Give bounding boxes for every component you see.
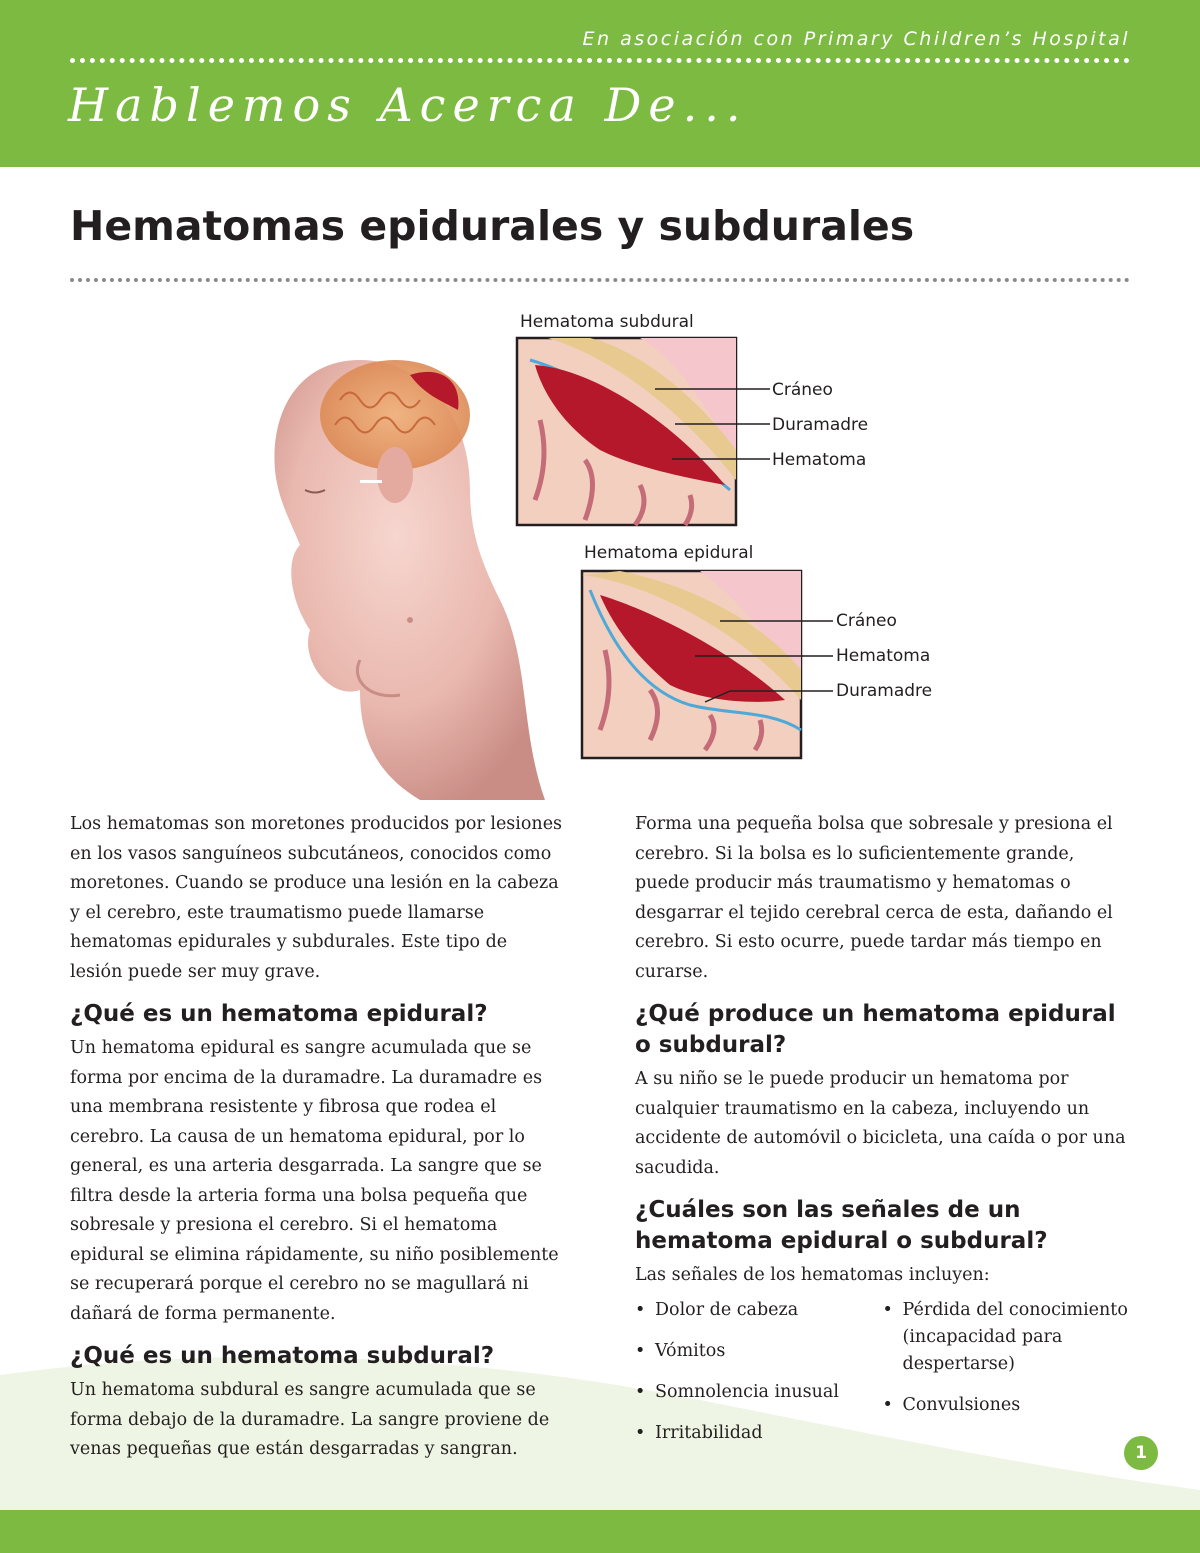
signs-heading: ¿Cuáles son las señales de un hematoma epidural o subdural? xyxy=(635,1197,1048,1254)
subdural-paragraph: Un hematoma subdural es sangre acumulada que se forma debajo de la duramadre. La sangre proviene de venas pequeñas que están desgarradas y sangran. xyxy=(70,1380,550,1459)
subdural-callout-skull: Cráneo xyxy=(772,380,833,400)
list-item: • Pérdida del conocimiento (incapacidad para despertarse) xyxy=(883,1297,1131,1378)
left-column xyxy=(70,810,565,1465)
signs-list xyxy=(635,1297,1130,1461)
series-title: Hablemos Acerca De... xyxy=(68,78,748,132)
signs-list-col2 xyxy=(883,1297,1131,1461)
page-number: 1 xyxy=(1124,1436,1158,1470)
epidural-inset xyxy=(582,571,833,758)
continuation-paragraph: Forma una pequeña bolsa que sobresale y presiona el cerebro. Si la bolsa es lo suficientemente grande, puede producir más traumatismo y hematomas o desgarrar el tejido cerebral cerca de esta, dañando el cerebro. Si esto ocurre, puede tardar más tiempo en curarse. xyxy=(635,814,1113,982)
list-item: • Vómitos xyxy=(635,1338,883,1365)
list-item: • Somnolencia inusual xyxy=(635,1379,883,1406)
subdural-heading: ¿Qué es un hematoma subdural? xyxy=(70,1343,495,1369)
footer-bar xyxy=(0,1510,1200,1553)
subdural-callout-dura: Duramadre xyxy=(772,415,869,435)
header-banner xyxy=(0,0,1200,167)
epidural-callout-hematoma: Hematoma xyxy=(836,646,931,666)
right-column xyxy=(635,810,1130,1461)
cause-heading: ¿Qué produce un hematoma epidural o subdural? xyxy=(635,1001,1116,1058)
subdural-inset xyxy=(517,338,770,525)
title-dotted-divider xyxy=(70,278,1130,282)
subdural-label: Hematoma subdural xyxy=(520,312,694,332)
subdural-callout-hematoma: Hematoma xyxy=(772,450,867,470)
page-title: Hematomas epidurales y subdurales xyxy=(70,202,915,250)
epidural-callout-dura: Duramadre xyxy=(836,681,933,701)
list-item: • Irritabilidad xyxy=(635,1420,883,1447)
baby-illustration xyxy=(274,360,545,800)
list-item: • Dolor de cabeza xyxy=(635,1297,883,1324)
association-text: En asociación con Primary Children’s Hospital xyxy=(582,28,1130,50)
epidural-heading: ¿Qué es un hematoma epidural? xyxy=(70,1001,488,1027)
signs-intro: Las señales de los hematomas incluyen: xyxy=(635,1265,990,1285)
signs-list-col1 xyxy=(635,1297,883,1461)
epidural-label: Hematoma epidural xyxy=(584,543,754,563)
anatomy-figure xyxy=(0,300,1200,810)
cause-paragraph: A su niño se le puede producir un hematoma por cualquier traumatismo en la cabeza, incluyendo un accidente de automóvil o bicicleta, una caída o por una sacudida. xyxy=(635,1069,1126,1178)
header-dotted-divider xyxy=(70,58,1130,63)
epidural-paragraph: Un hematoma epidural es sangre acumulada que se forma por encima de la duramadre. La duramadre es una membrana resistente y fibrosa que rodea el cerebro. La causa de un hematoma epidural, por lo general, es una arteria desgarrada. La sangre que se filtra desde la arteria forma una bolsa pequeña que sobresale y presiona el cerebro. Si el hematoma epidural se elimina rápidamente, su niño posiblemente se recuperará porque el cerebro no se magullará ni dañará de forma permanente. xyxy=(70,1038,559,1324)
epidural-callout-skull: Cráneo xyxy=(836,611,897,631)
intro-paragraph: Los hematomas son moretones producidos por lesiones en los vasos sanguíneos subcutáneos, conocidos como moretones. Cuando se produce una lesión en la cabeza y el cerebro, este traumatismo puede llamarse hematomas epidurales y subdurales. Este tipo de lesión puede ser muy grave. xyxy=(70,814,563,982)
list-item: • Convulsiones xyxy=(883,1392,1131,1419)
